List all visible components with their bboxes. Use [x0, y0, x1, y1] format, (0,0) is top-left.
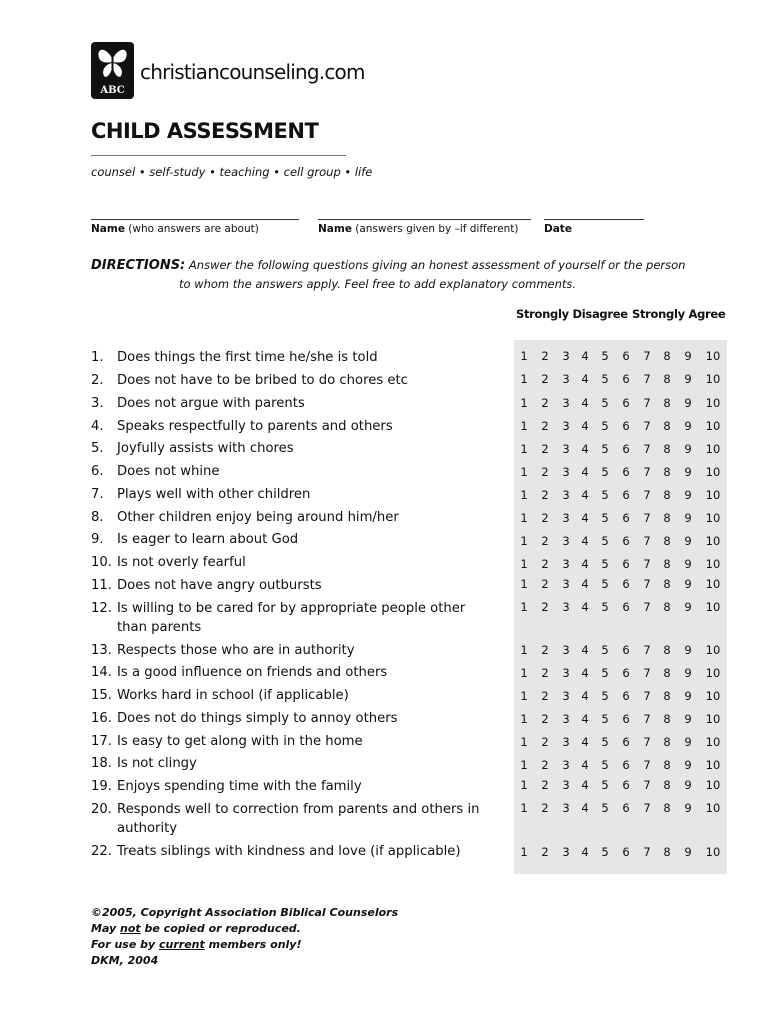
rating-option[interactable]: 6: [622, 442, 630, 456]
directions: [91, 256, 691, 293]
rating-option[interactable]: 3: [562, 511, 570, 525]
rating-option[interactable]: 9: [684, 600, 692, 614]
rating-option[interactable]: 10: [705, 845, 721, 859]
rating-option[interactable]: 3: [562, 735, 570, 749]
rating-option[interactable]: 8: [663, 396, 671, 410]
rating-option[interactable]: 1: [520, 396, 528, 410]
rating-option[interactable]: 4: [581, 666, 589, 680]
rating-option[interactable]: 3: [562, 778, 570, 792]
rating-option[interactable]: 10: [705, 534, 721, 548]
rating-option[interactable]: 9: [684, 801, 692, 815]
rating-option[interactable]: 4: [581, 801, 589, 815]
rating-option[interactable]: 3: [562, 419, 570, 433]
rating-option[interactable]: 1: [520, 349, 528, 363]
logo: [91, 42, 134, 99]
rating-option[interactable]: 5: [601, 735, 609, 749]
rating-option[interactable]: 4: [581, 577, 589, 591]
rating-option[interactable]: 7: [643, 372, 651, 386]
rating-option[interactable]: 5: [601, 419, 609, 433]
rating-option[interactable]: 9: [684, 534, 692, 548]
rating-option[interactable]: 8: [663, 689, 671, 703]
rating-option[interactable]: 1: [520, 488, 528, 502]
directions-label: DIRECTIONS:: [91, 258, 186, 273]
rating-option[interactable]: 2: [541, 396, 549, 410]
rating-option[interactable]: 4: [581, 349, 589, 363]
rating-option[interactable]: 6: [622, 689, 630, 703]
rating-option[interactable]: 10: [705, 735, 721, 749]
rating-option[interactable]: 7: [643, 643, 651, 657]
rating-option[interactable]: 10: [705, 600, 721, 614]
copyright-text: ©2005, Copyright Association Biblical Counselors: [91, 906, 399, 919]
rating-option[interactable]: 10: [705, 689, 721, 703]
rating-option[interactable]: 4: [581, 511, 589, 525]
rating-option[interactable]: 10: [705, 557, 721, 571]
rating-option[interactable]: 5: [601, 845, 609, 859]
scale-low-label: Strongly Disagree: [516, 307, 628, 321]
rating-option[interactable]: 2: [541, 845, 549, 859]
rating-option[interactable]: 6: [622, 778, 630, 792]
rating-option[interactable]: 8: [663, 372, 671, 386]
rating-option[interactable]: 2: [541, 488, 549, 502]
rating-option[interactable]: 1: [520, 465, 528, 479]
rating-option[interactable]: 5: [601, 511, 609, 525]
rating-option[interactable]: 4: [581, 534, 589, 548]
rating-option[interactable]: 7: [643, 689, 651, 703]
rating-option[interactable]: 2: [541, 778, 549, 792]
rating-scale-row: [514, 801, 727, 817]
rating-scale-row: [514, 600, 727, 616]
rating-option[interactable]: 2: [541, 735, 549, 749]
rating-option[interactable]: 5: [601, 465, 609, 479]
rating-option[interactable]: 6: [622, 600, 630, 614]
rating-option[interactable]: 7: [643, 666, 651, 680]
rating-option[interactable]: 9: [684, 845, 692, 859]
rating-option[interactable]: 5: [601, 712, 609, 726]
rating-option[interactable]: 6: [622, 801, 630, 815]
rating-option[interactable]: 1: [520, 511, 528, 525]
rating-option[interactable]: 2: [541, 511, 549, 525]
date-label: Date: [544, 223, 572, 235]
rating-option[interactable]: 7: [643, 488, 651, 502]
rating-option[interactable]: 6: [622, 534, 630, 548]
rating-option[interactable]: 5: [601, 643, 609, 657]
rating-option[interactable]: 4: [581, 488, 589, 502]
rating-option[interactable]: 4: [581, 643, 589, 657]
rating-option[interactable]: 6: [622, 372, 630, 386]
rating-option[interactable]: 1: [520, 735, 528, 749]
rating-scale-row: [514, 712, 727, 728]
rating-option[interactable]: 9: [684, 577, 692, 591]
rating-option[interactable]: 1: [520, 643, 528, 657]
rating-option[interactable]: 8: [663, 600, 671, 614]
rating-scale-row: [514, 511, 727, 527]
rating-option[interactable]: 9: [684, 349, 692, 363]
logo-text: ABC: [100, 85, 125, 96]
rating-scale-row: [514, 577, 727, 593]
rating-option[interactable]: 8: [663, 465, 671, 479]
rating-option[interactable]: 7: [643, 712, 651, 726]
rating-option[interactable]: 5: [601, 778, 609, 792]
rating-option[interactable]: 1: [520, 778, 528, 792]
rating-option[interactable]: 1: [520, 442, 528, 456]
rating-option[interactable]: 1: [520, 419, 528, 433]
rating-scale-row: [514, 488, 727, 504]
rating-option[interactable]: 3: [562, 689, 570, 703]
rating-option[interactable]: 7: [643, 511, 651, 525]
rating-option[interactable]: 7: [643, 557, 651, 571]
rating-option[interactable]: 1: [520, 577, 528, 591]
scale-high-label: Strongly Agree: [632, 307, 726, 321]
rating-option[interactable]: 5: [601, 600, 609, 614]
name-given-by-line[interactable]: [318, 219, 531, 220]
rating-option[interactable]: 3: [562, 643, 570, 657]
rating-option[interactable]: 10: [705, 349, 721, 363]
rating-option[interactable]: 4: [581, 442, 589, 456]
rating-option[interactable]: 8: [663, 666, 671, 680]
rating-option[interactable]: 8: [663, 557, 671, 571]
rating-option[interactable]: 4: [581, 372, 589, 386]
rating-option[interactable]: 1: [520, 372, 528, 386]
butterfly-icon: [95, 46, 130, 80]
rating-option[interactable]: 1: [520, 689, 528, 703]
rating-option[interactable]: 8: [663, 778, 671, 792]
rating-option[interactable]: 6: [622, 735, 630, 749]
site-name: christiancounseling.com: [140, 60, 365, 84]
rating-option[interactable]: 7: [643, 801, 651, 815]
rating-option[interactable]: 10: [705, 465, 721, 479]
rating-option[interactable]: 5: [601, 442, 609, 456]
rating-option[interactable]: 3: [562, 396, 570, 410]
question-item: 4. Speaks respectfully to parents and others: [91, 419, 393, 434]
rating-option[interactable]: 1: [520, 801, 528, 815]
rating-option[interactable]: 9: [684, 689, 692, 703]
rating-option[interactable]: 9: [684, 712, 692, 726]
rating-option[interactable]: 2: [541, 758, 549, 772]
question-item: 11. Does not have angry outbursts: [91, 578, 322, 593]
rating-option[interactable]: 9: [684, 758, 692, 772]
rating-option[interactable]: 4: [581, 600, 589, 614]
members-notice: For use by current members only!: [91, 938, 302, 951]
rating-option[interactable]: 2: [541, 689, 549, 703]
rating-option[interactable]: 4: [581, 712, 589, 726]
question-item: 16. Does not do things simply to annoy others: [91, 711, 398, 726]
rating-option[interactable]: 3: [562, 465, 570, 479]
rating-option[interactable]: 2: [541, 666, 549, 680]
rating-option[interactable]: 1: [520, 712, 528, 726]
rating-option[interactable]: 3: [562, 801, 570, 815]
question-item: 13. Respects those who are in authority: [91, 643, 355, 658]
rating-option[interactable]: 8: [663, 419, 671, 433]
rating-option[interactable]: 5: [601, 801, 609, 815]
rating-option[interactable]: 8: [663, 712, 671, 726]
date-line[interactable]: [544, 219, 644, 220]
rating-option[interactable]: 9: [684, 488, 692, 502]
rating-option[interactable]: 7: [643, 758, 651, 772]
rating-option[interactable]: 2: [541, 600, 549, 614]
rating-option[interactable]: 5: [601, 349, 609, 363]
title-divider: [91, 155, 346, 156]
rating-option[interactable]: 3: [562, 845, 570, 859]
rating-option[interactable]: 6: [622, 666, 630, 680]
rating-option[interactable]: 2: [541, 349, 549, 363]
rating-option[interactable]: 2: [541, 643, 549, 657]
rating-scale-row: [514, 845, 727, 861]
rating-option[interactable]: 10: [705, 758, 721, 772]
rating-option[interactable]: 2: [541, 372, 549, 386]
rating-option[interactable]: 1: [520, 534, 528, 548]
rating-option[interactable]: 9: [684, 511, 692, 525]
rating-option[interactable]: 10: [705, 442, 721, 456]
rating-option[interactable]: 7: [643, 465, 651, 479]
rating-option[interactable]: 5: [601, 372, 609, 386]
question-item: 18. Is not clingy: [91, 756, 197, 771]
rating-option[interactable]: 9: [684, 643, 692, 657]
rating-option[interactable]: 10: [705, 643, 721, 657]
rating-option[interactable]: 9: [684, 465, 692, 479]
rating-option[interactable]: 6: [622, 488, 630, 502]
rating-option[interactable]: 10: [705, 712, 721, 726]
question-item: 5. Joyfully assists with chores: [91, 441, 294, 456]
rating-scale-row: [514, 735, 727, 751]
rating-option[interactable]: 3: [562, 712, 570, 726]
rating-scale-row: [514, 349, 727, 365]
rating-option[interactable]: 1: [520, 666, 528, 680]
rating-option[interactable]: 7: [643, 577, 651, 591]
rating-option[interactable]: 5: [601, 396, 609, 410]
rating-option[interactable]: 2: [541, 801, 549, 815]
rating-option[interactable]: 6: [622, 577, 630, 591]
rating-option[interactable]: 1: [520, 600, 528, 614]
rating-option[interactable]: 4: [581, 778, 589, 792]
rating-option[interactable]: 6: [622, 396, 630, 410]
rating-option[interactable]: 8: [663, 577, 671, 591]
rating-option[interactable]: 7: [643, 419, 651, 433]
rating-option[interactable]: 9: [684, 442, 692, 456]
question-item: 19. Enjoys spending time with the family: [91, 779, 362, 794]
rating-option[interactable]: 7: [643, 349, 651, 363]
tagline: counsel • self-study • teaching • cell group • life: [91, 165, 373, 179]
rating-option[interactable]: 5: [601, 577, 609, 591]
page-title: CHILD ASSESSMENT: [91, 119, 319, 143]
footer: [91, 905, 398, 969]
rating-option[interactable]: 10: [705, 778, 721, 792]
question-item: 8. Other children enjoy being around him/her: [91, 510, 399, 525]
rating-scale-row: [514, 689, 727, 705]
question-item: 14. Is a good influence on friends and others: [91, 665, 388, 680]
rating-option[interactable]: 9: [684, 778, 692, 792]
rating-option[interactable]: 9: [684, 419, 692, 433]
rating-option[interactable]: 4: [581, 845, 589, 859]
rating-option[interactable]: 9: [684, 557, 692, 571]
rating-option[interactable]: 3: [562, 534, 570, 548]
name-given-by-label: Name (answers given by –if different): [318, 223, 519, 235]
rating-option[interactable]: 10: [705, 419, 721, 433]
rating-scale-row: [514, 372, 727, 388]
rating-option[interactable]: 3: [562, 372, 570, 386]
rating-option[interactable]: 4: [581, 758, 589, 772]
question-item: 12. Is willing to be cared for by appropriate people other than parents: [91, 601, 466, 635]
rating-option[interactable]: 4: [581, 419, 589, 433]
rating-option[interactable]: 2: [541, 534, 549, 548]
question-item: 1. Does things the first time he/she is told: [91, 350, 378, 365]
author-date: DKM, 2004: [91, 954, 159, 967]
rating-option[interactable]: 1: [520, 845, 528, 859]
rating-option[interactable]: 4: [581, 465, 589, 479]
rating-scale-row: [514, 534, 727, 550]
rating-option[interactable]: 2: [541, 442, 549, 456]
rating-option[interactable]: 7: [643, 845, 651, 859]
rating-option[interactable]: 7: [643, 396, 651, 410]
rating-option[interactable]: 6: [622, 712, 630, 726]
rating-option[interactable]: 1: [520, 758, 528, 772]
name-about-label: Name (who answers are about): [91, 223, 259, 235]
rating-option[interactable]: 8: [663, 643, 671, 657]
rating-option[interactable]: 7: [643, 442, 651, 456]
rating-option[interactable]: 3: [562, 442, 570, 456]
rating-option[interactable]: 6: [622, 465, 630, 479]
rating-scale-row: [514, 419, 727, 435]
rating-option[interactable]: 7: [643, 778, 651, 792]
question-item: 3. Does not argue with parents: [91, 396, 305, 411]
rating-scale-row: [514, 442, 727, 458]
rating-option[interactable]: 3: [562, 600, 570, 614]
directions-line1: Answer the following questions giving an honest assessment of yourself or the person: [188, 258, 686, 272]
rating-option[interactable]: 2: [541, 557, 549, 571]
rating-scale-row: [514, 758, 727, 774]
rating-option[interactable]: 6: [622, 557, 630, 571]
rating-scale-row: [514, 666, 727, 682]
rating-option[interactable]: 6: [622, 511, 630, 525]
rating-scale-row: [514, 396, 727, 412]
rating-option[interactable]: 5: [601, 666, 609, 680]
rating-scale-row: [514, 643, 727, 659]
rating-scale-row: [514, 557, 727, 573]
rating-option[interactable]: 3: [562, 758, 570, 772]
rating-option[interactable]: 4: [581, 557, 589, 571]
rating-option[interactable]: 3: [562, 349, 570, 363]
rating-option[interactable]: 9: [684, 372, 692, 386]
rating-option[interactable]: 5: [601, 488, 609, 502]
directions-line2: to whom the answers apply. Feel free to add explanatory comments.: [179, 277, 577, 291]
question-item: 9. Is eager to learn about God: [91, 532, 299, 547]
rating-scale-row: [514, 465, 727, 481]
rating-option[interactable]: 5: [601, 689, 609, 703]
rating-option[interactable]: 6: [622, 845, 630, 859]
rating-option[interactable]: 10: [705, 488, 721, 502]
rating-option[interactable]: 1: [520, 557, 528, 571]
rating-option[interactable]: 7: [643, 600, 651, 614]
rating-option[interactable]: 8: [663, 442, 671, 456]
rating-option[interactable]: 2: [541, 577, 549, 591]
rating-option[interactable]: 10: [705, 801, 721, 815]
question-item: 20. Responds well to correction from parents and others in authority: [91, 802, 480, 836]
rating-option[interactable]: 8: [663, 735, 671, 749]
rating-option[interactable]: 5: [601, 557, 609, 571]
rating-option[interactable]: 10: [705, 577, 721, 591]
rating-option[interactable]: 2: [541, 712, 549, 726]
rating-option[interactable]: 10: [705, 372, 721, 386]
rating-option[interactable]: 8: [663, 534, 671, 548]
rating-option[interactable]: 7: [643, 735, 651, 749]
rating-option[interactable]: 4: [581, 396, 589, 410]
rating-option[interactable]: 3: [562, 488, 570, 502]
rating-option[interactable]: 3: [562, 577, 570, 591]
rating-option[interactable]: 6: [622, 419, 630, 433]
rating-option[interactable]: 4: [581, 735, 589, 749]
rating-option[interactable]: 7: [643, 534, 651, 548]
rating-option[interactable]: 8: [663, 758, 671, 772]
rating-option[interactable]: 9: [684, 666, 692, 680]
rating-option[interactable]: 3: [562, 666, 570, 680]
rating-option[interactable]: 10: [705, 396, 721, 410]
question-item: 2. Does not have to be bribed to do chores etc: [91, 373, 408, 388]
rating-option[interactable]: 9: [684, 735, 692, 749]
rating-option[interactable]: 5: [601, 534, 609, 548]
rating-option[interactable]: 8: [663, 488, 671, 502]
question-item: 22. Treats siblings with kindness and love (if applicable): [91, 844, 461, 859]
rating-option[interactable]: 2: [541, 419, 549, 433]
question-item: 15. Works hard in school (if applicable): [91, 688, 349, 703]
rating-option[interactable]: 10: [705, 666, 721, 680]
rating-option[interactable]: 5: [601, 758, 609, 772]
name-about-line[interactable]: [91, 219, 299, 220]
rating-option[interactable]: 2: [541, 465, 549, 479]
rating-option[interactable]: 4: [581, 689, 589, 703]
question-item: 7. Plays well with other children: [91, 487, 311, 502]
rating-option[interactable]: 8: [663, 845, 671, 859]
question-item: 6. Does not whine: [91, 464, 220, 479]
question-item: 17. Is easy to get along with in the home: [91, 734, 363, 749]
rating-option[interactable]: 3: [562, 557, 570, 571]
question-item: 10. Is not overly fearful: [91, 555, 246, 570]
rating-option[interactable]: 6: [622, 349, 630, 363]
rating-scale-row: [514, 778, 727, 794]
rating-option[interactable]: 6: [622, 758, 630, 772]
rating-option[interactable]: 10: [705, 511, 721, 525]
rating-option[interactable]: 8: [663, 349, 671, 363]
copy-notice: May not be copied or reproduced.: [91, 922, 301, 935]
rating-option[interactable]: 9: [684, 396, 692, 410]
rating-option[interactable]: 6: [622, 643, 630, 657]
rating-option[interactable]: 8: [663, 511, 671, 525]
rating-option[interactable]: 8: [663, 801, 671, 815]
